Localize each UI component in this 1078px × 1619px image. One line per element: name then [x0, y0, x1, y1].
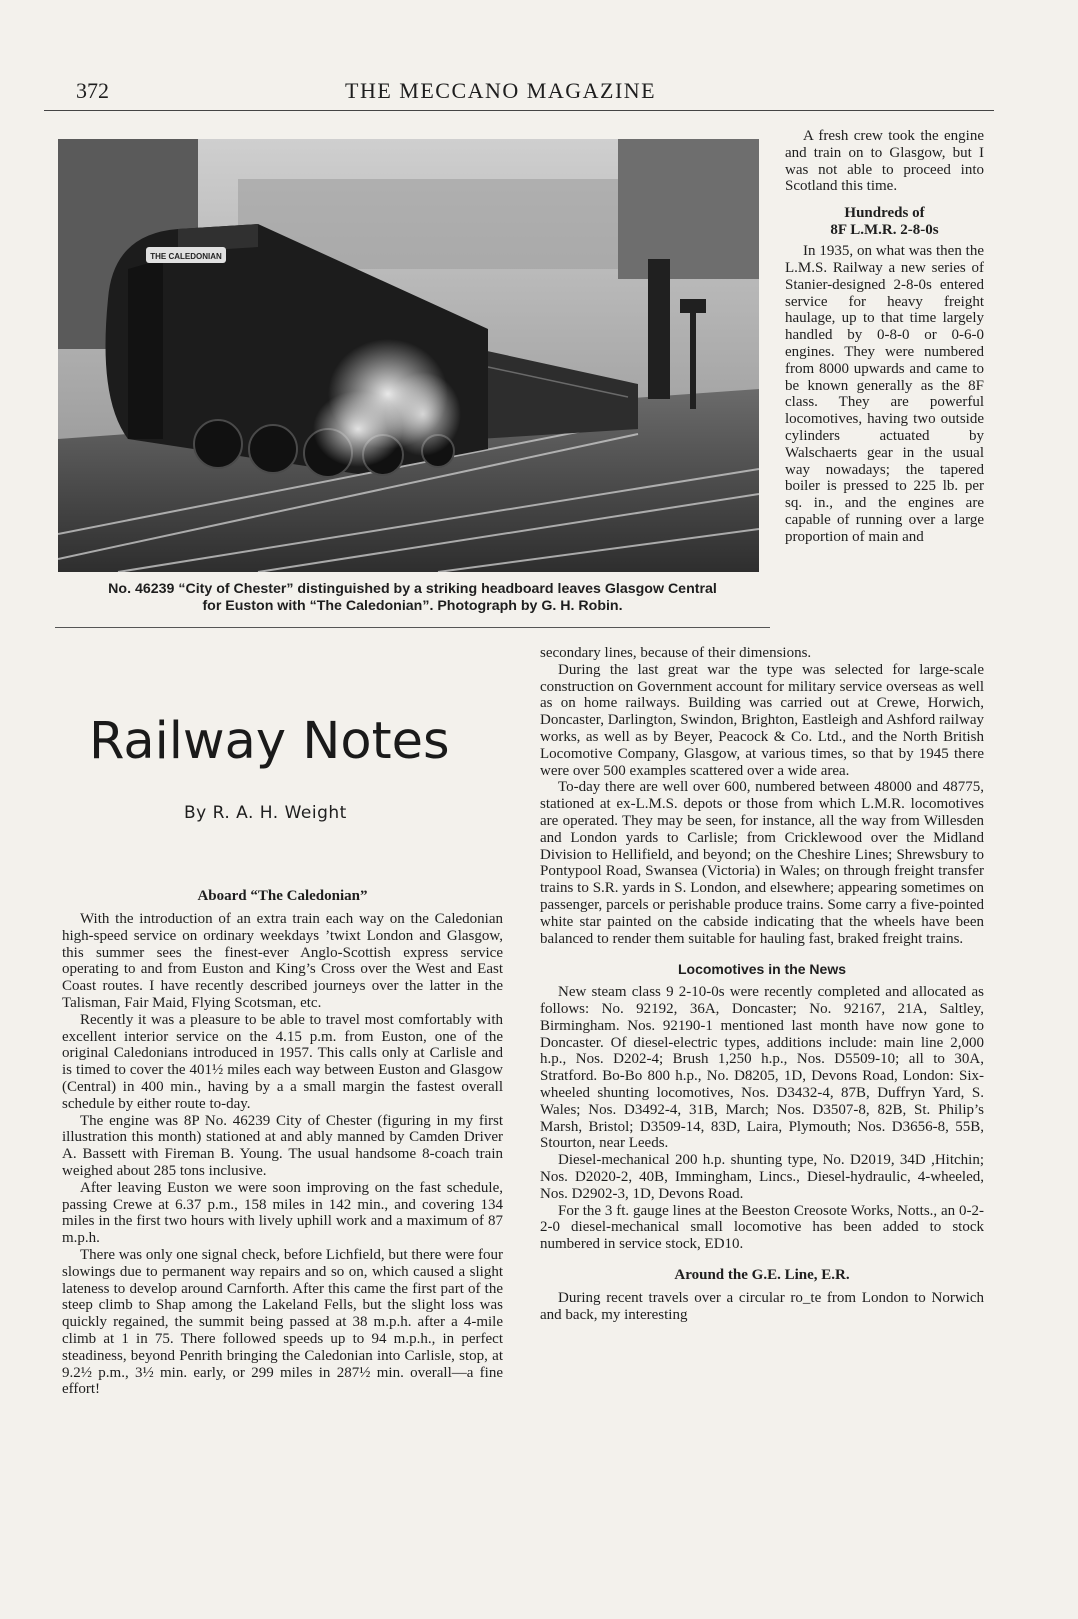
left-paragraph: With the introduction of an extra train each way on the Caledonian high-speed service on ordinary weekdays ’twixt London and Glasgow, this summer sees the finest-ever Anglo-Scottish express service operating to and from Euston and King’s Cross over the West and East Coast routes. I have recently described journeys over the latter in the Talisman, Fair Maid, Flying Scotsman, etc.: [62, 911, 503, 1011]
right-paragraph: During recent travels over a circular ro_te from London to Norwich and back, my interesting: [540, 1289, 984, 1323]
right-column: [540, 645, 984, 1323]
left-paragraph: After leaving Euston we were soon improving on the fast schedule, passing Crewe at 6.37 p.m., 158 miles in 142 min., and covering 134 miles in the first two hours with lively uphill work and a maximum of 87 m.p.h.: [62, 1179, 503, 1247]
right-paragraph: During the last great war the type was selected for large-scale construction on Government account for military service overseas as well as on home railways. Building was carried out at Crewe, Horwich, Doncaster, Darlington, Swindon, Brighton, Eastleigh and Ashford railway works, as well as by Beyer, Peacock & Co. Ltd., and the North British Locomotive Company, Glasgow, at various times, so that by 1945 there were over 500 examples scattered over a wide area.: [540, 661, 984, 779]
right-paragraph: To-day there are well over 600, numbered between 48000 and 48775, stationed at ex-L.M.S. depots or those from which L.M.R. locomotives are operated. They may be seen, for instance, all the way from Willesden and London yards to Carlisle; from Cricklewood over the Midland Division to Hellifield, and beyond; on the Cheshire Lines; Shrewsbury to Pontypool Road, Swansea (Victoria) in Wales; on through freight transfer trains to S.R. yards in S. London, and elsewhere; appearing sometimes on passenger, parcels or perishable produce trains. Some carry a five-pointed white star painted on the cabside indicating that the wheels have been balanced to render them suitable for hauling fast, braked freight trains.: [540, 779, 984, 947]
locomotive-photo: [58, 139, 759, 572]
subheading-8f-line-2: 8F L.M.R. 2-8-0s: [830, 222, 939, 239]
subheading-8f: [785, 205, 984, 239]
right-paragraph: Diesel-mechanical 200 h.p. shunting type, No. D2019, 34D ,Hitchin; Nos. D2020-2, 40B, Immingham, Lincs., Diesel-hydraulic, 4-wheeled, Nos. D2902-3, 1D, Devons Road.: [540, 1152, 984, 1202]
left-paragraph: The engine was 8P No. 46239 City of Chester (figuring in my first illustration this month) stationed at and ably manned by Camden Driver A. Bassett with Fireman B. Young. The usual handsome 8-coach train weighed about 285 tons inclusive.: [62, 1112, 503, 1179]
left-paragraph: Recently it was a pleasure to be able to travel most comfortably with excellent interior service on the 4.15 p.m. from Euston, one of the original Caledonians introduced in 1957. This calls only at Carlisle and is timed to cover the 401½ miles each way between Euston and Glasgow (Central) in 400 min., having by a a small margin the fastest overall schedule by either route to-day.: [62, 1011, 503, 1112]
subheading-caledonian: Aboard “The Caledonian”: [197, 888, 368, 904]
photo-caption: [55, 581, 770, 615]
right-paragraph: New steam class 9 2-10-0s were recently completed and allocated as follows: No. 92192, 36A, Doncaster; No. 92167, 21A, Saltley, Birmingham. Nos. 92190-1 mentioned last month have now gone to Doncaster. Of diesel-electric types, additions include: main line 2,000 h.p., Nos. D202-4; Brush 1,250 h.p., Nos. D5509-10; all to 30A, Stratford. Bo-Bo 800 h.p., No. D8205, 1D, Devons Road, London: Six-wheeled shunting locomotives, Nos. D3432-4, 87B, Duffryn Yard, S. Wales; Nos. D3492-4, 31B, March; Nos. D3507-8, 82B, St. Philip’s Marsh, Bristol; D3509-14, 83D, Laira, Plymouth; Nos. D3656-8, 55B, Stourton, near Leeds.: [540, 984, 984, 1152]
left-paragraph: There was only one signal check, before Lichfield, but there were four slowings due to permanent way repairs and so on, which caused a slight lateness to develop around Carnforth. After this came the first part of the steep climb to Shap among the Lakeland Fells, but the slight loss was quickly regained, the summit being passed at 38 m.p.h. after a 4-mile climb at 1 in 75. There followed speeds up to 94 m.p.h., in perfect steadiness, beyond Penrith bringing the Caledonian into Carlisle, stop, at 9.2½ p.m., 3½ min. early, or 299 miles in 287½ min. overall—a fine effort!: [62, 1246, 503, 1398]
caption-rule: [55, 627, 770, 628]
magazine-title: THE MECCANO MAGAZINE: [345, 78, 657, 103]
caption-line-1: No. 46239 “City of Chester” distinguished by a striking headboard leaves Glasgow Central: [108, 581, 717, 597]
page-number: 372: [76, 78, 109, 103]
article-title: Railway Notes: [89, 712, 450, 771]
right-paragraph: For the 3 ft. gauge lines at the Beeston Creosote Works, Notts., an 0-2-2-0 diesel-mechanical small locomotive has been added to stock numbered in service stock, ED10.: [540, 1202, 984, 1253]
article-byline: By R. A. H. Weight: [184, 803, 347, 823]
subheading-locomotives-in-news: Locomotives in the News: [677, 961, 847, 978]
headboard-text: THE CALEDONIAN: [150, 252, 222, 261]
narrow-column: [785, 128, 984, 546]
narrow-paragraph: In 1935, on what was then the L.M.S. Railway a new series of Stanier-designed 2-8-0s entered service for heavy freight haulage, up to that time largely handled by 0-8-0 or 0-6-0 engines. They were numbered from 8000 upwards and came to be known generally as the 8F class. They are powerful locomotives, having two outside cylinders actuated by Walschaerts gear in the usual way nowadays; the tapered boiler is pressed to 225 lb. per sq. in., and the engines are capable of running over a large proportion of main and: [785, 243, 984, 545]
subheading-ge-line: Around the G.E. Line, E.R.: [674, 1266, 850, 1283]
left-column: [62, 888, 503, 1398]
subheading-8f-line-1: Hundreds of: [844, 205, 925, 222]
caption-line-2: for Euston with “The Caledonian”. Photograph by G. H. Robin.: [202, 598, 623, 614]
narrow-intro: A fresh crew took the engine and train on to Glasgow, but I was not able to proceed into Scotland this time.: [785, 128, 984, 195]
header-rule: [44, 110, 994, 111]
right-continuation: secondary lines, because of their dimensions.: [540, 645, 812, 661]
